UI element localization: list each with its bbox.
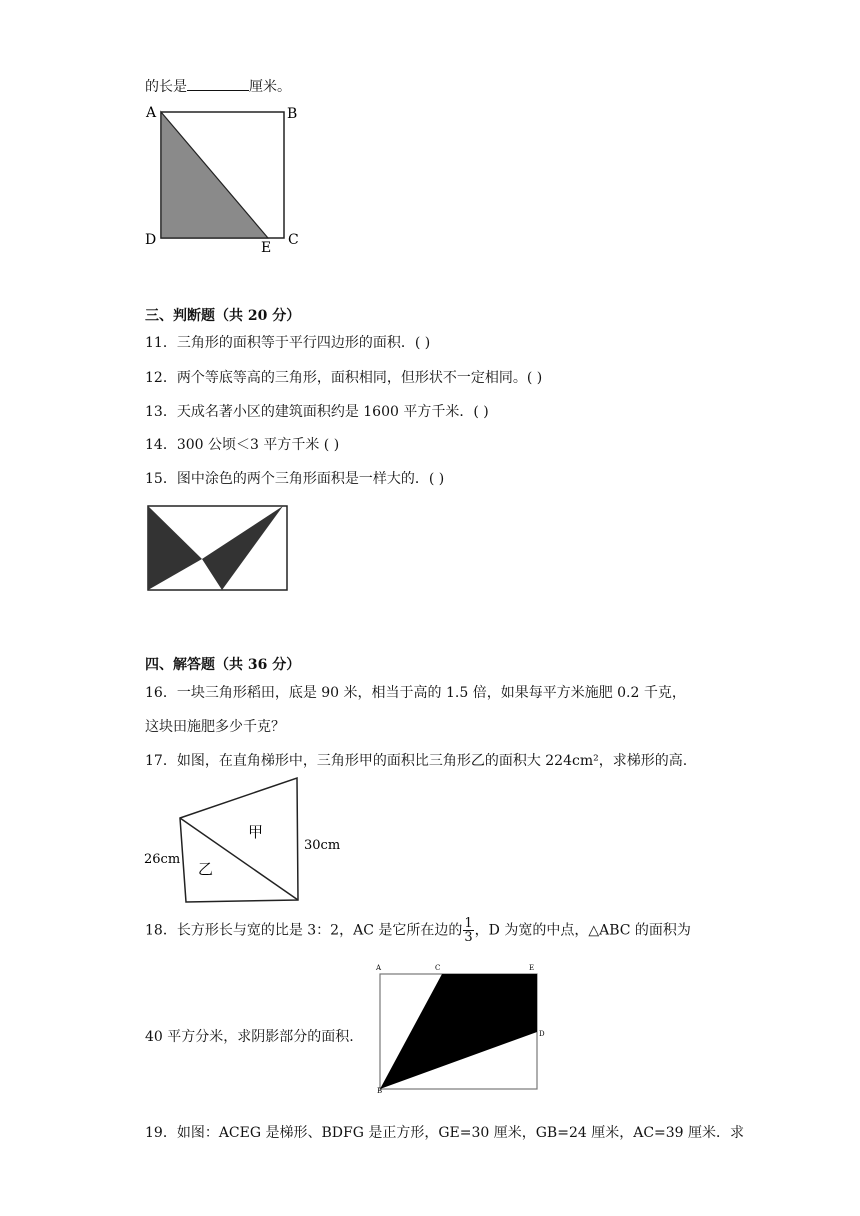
label-d: D bbox=[539, 1030, 545, 1038]
question-18-text-after: ，D 为宽的中点，△ABC 的面积为 bbox=[474, 922, 691, 939]
question-19: 19．如图：ACEG 是梯形、BDFG 是正方形，GE=30 厘米，GB=24 厘米，AC=39 厘米．求 bbox=[145, 1125, 745, 1141]
question-17: 17．如图，在直角梯形中，三角形甲的面积比三角形乙的面积大 224cm²，求梯形的高. bbox=[145, 753, 688, 769]
figure-two-shaded-triangles bbox=[145, 503, 290, 595]
fraction-numerator: 1 bbox=[464, 916, 473, 931]
prev-question-text-before: 的长是 bbox=[145, 79, 187, 95]
figure-square-abcd bbox=[140, 100, 310, 260]
label-c: C bbox=[435, 964, 441, 972]
question-18-line-1 bbox=[145, 917, 691, 944]
prev-question-tail bbox=[145, 76, 291, 96]
shaded-region-bcde bbox=[380, 974, 537, 1089]
label-b: B bbox=[377, 1087, 383, 1094]
shaded-triangle-left bbox=[148, 506, 202, 590]
figure-rectangle-shaded bbox=[372, 962, 552, 1094]
label-26cm: 26cm bbox=[144, 852, 181, 867]
label-d: D bbox=[145, 232, 157, 248]
answer-blank bbox=[187, 76, 249, 91]
question-16-line-1: 16．一块三角形稻田，底是 90 米，相当于高的 1.5 倍，如果每平方米施肥 0.2 千克， bbox=[145, 685, 686, 701]
question-12: 12．两个等底等高的三角形，面积相同，但形状不一定相同。( ) bbox=[145, 370, 543, 386]
label-a: A bbox=[376, 964, 382, 972]
label-e: E bbox=[529, 964, 535, 972]
question-11: 11．三角形的面积等于平行四边形的面积．( ) bbox=[145, 335, 431, 351]
trapezoid-outline bbox=[180, 778, 298, 902]
question-16-line-2: 这块田施肥多少千克？ bbox=[145, 719, 285, 735]
trapezoid-diagonal bbox=[180, 818, 298, 900]
shaded-triangle-ade bbox=[161, 112, 268, 238]
question-18-line-2: 40 平方分米，求阴影部分的面积. bbox=[145, 1029, 354, 1045]
shaded-triangle-right bbox=[202, 506, 283, 590]
label-a: A bbox=[146, 105, 157, 121]
label-yi: 乙 bbox=[198, 860, 214, 878]
question-18-text-before: 18．长方形长与宽的比是 3：2，AC 是它所在边的 bbox=[145, 922, 463, 939]
section-4-heading: 四、解答题（共 36 分） bbox=[145, 657, 301, 673]
question-14: 14．300 公顷＜3 平方千米 ( ) bbox=[145, 437, 340, 453]
label-c: C bbox=[288, 232, 299, 248]
question-15: 15．图中涂色的两个三角形面积是一样大的．( ) bbox=[145, 471, 445, 487]
label-e: E bbox=[261, 240, 272, 256]
section-3-heading: 三、判断题（共 20 分） bbox=[145, 308, 301, 324]
figure-right-trapezoid bbox=[140, 775, 350, 905]
label-b: B bbox=[287, 106, 298, 122]
label-jia: 甲 bbox=[248, 823, 264, 841]
label-30cm: 30cm bbox=[304, 838, 341, 853]
prev-question-text-after: 厘米。 bbox=[249, 79, 291, 95]
fraction-denominator: 3 bbox=[464, 930, 473, 945]
question-13: 13．天成名著小区的建筑面积约是 1600 平方千米．( ) bbox=[145, 404, 489, 420]
fraction-one-third bbox=[463, 917, 473, 944]
